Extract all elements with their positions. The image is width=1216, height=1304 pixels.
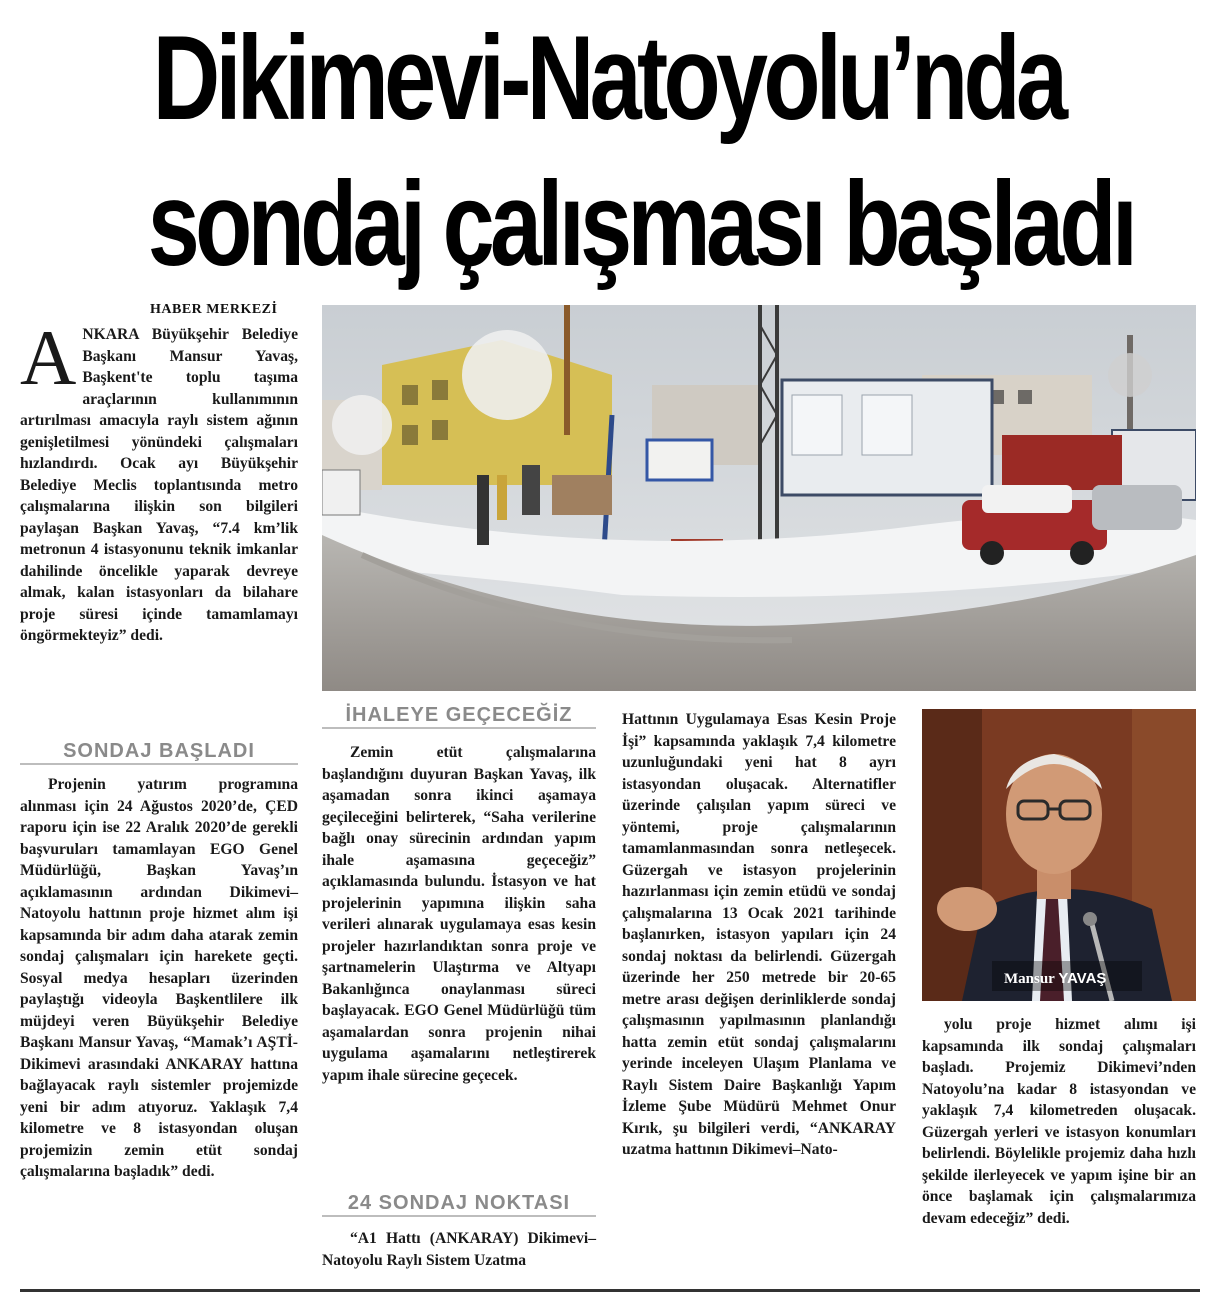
- footer-rule: [20, 1289, 1200, 1292]
- snowy-street-image: [322, 305, 1196, 691]
- byline: HABER MERKEZİ: [150, 302, 278, 317]
- article-column-2: [322, 742, 596, 1086]
- caption-first-name: Mansur: [1004, 971, 1055, 987]
- photo-caption: [1004, 970, 1106, 988]
- caption-last-name: YAVAŞ: [1058, 970, 1107, 987]
- intro-paragraph: [20, 314, 298, 647]
- article-column-4: [922, 1014, 1196, 1229]
- article-column-3: [622, 709, 896, 1161]
- article-column-1: [20, 314, 298, 647]
- article-column-1-body: [20, 774, 298, 1183]
- headline-line-1: Dikimevi-Natoyolu’nda: [152, 11, 1064, 145]
- column-4-body: yolu proje hizmet alımı işi kapsamında ilk sondaj çalışmaları başladı. Projemiz Dikimevi’nden Natoyolu’na kadar 8 istasyondan ve yaklaşık 7,4 kilometreden oluşacak. Güzergah yerleri ve istasyon konumları belirlendi. Böylelikle projemiz daha hızlı şekilde ilerleyecek ve yapım işine bir an önce başlamak için çalışmalarımıza devam edeceğiz” dedi.: [922, 1016, 1196, 1227]
- headline-line-2: sondaj çalışması başladı: [147, 157, 1134, 291]
- subhead-ihaleye-gececegiz: İHALEYE GEÇECEĞİZ: [322, 704, 596, 729]
- drop-cap: A: [20, 314, 77, 401]
- column-1-body-text: Projenin yatırım programına alınması için 24 Ağustos 2020’de, ÇED raporu için ise 22 Aralık 2020’de gerekli başvuruları tamamlayan EGO Genel Müdürlüğü, Başkan Yavaş’ın açıklamasının ardından Dikimevi–Natoyolu hattının proje hizmet alım işi kapsamında bir adım daha atarak zemin sondaj çalışmaları için harekete geçti. Sosyal medya hesapları üzerinden paylaştığı videoyla Başkentlilere ilk müjdeyi veren Büyükşehir Belediye Başkanı Mansur Yavaş, “Mamak’ı AŞTİ-Dikimevi arasındaki ANKARAY hattına bağlayacak raylı sistemler projemizde yeni bir adım atıyoruz. Yaklaşık 7,4 kilometre ve 8 istasyondan oluşan projemizin zemin etüt sondaj çalışmalarına başladık” dedi.: [20, 776, 298, 1180]
- mansur-yavas-photo: [922, 709, 1196, 1001]
- subhead-sondaj-basladi: SONDAJ BAŞLADI: [20, 740, 298, 765]
- subhead-24-sondaj-noktasi: 24 SONDAJ NOKTASI: [322, 1192, 596, 1217]
- column-3-body: Hattının Uygulamaya Esas Kesin Proje İşi” kapsamında yaklaşık 7,4 kilometre uzunluğundaki yeni hat 8 ayrı istasyondan oluşacak. Alternatifler üzerinde çalışılan yapım süreci ve yöntemi, proje çalışmalarının tamamlanmasından sonra netleşecek. Güzergah ve istasyon projelerinin hazırlanması için zemin etüdü ve sondaj çalışmalarına 13 Ocak 2021 tarihinde başlanırken, istasyon yapıları için 24 sondaj noktası da belirlendi. Güzergah üzerinde her 250 metrede bir 20-65 metre arası değişen derinliklerde sondaj çalışmasının yapılmasının planlandığı hatta zemin etüt sondaj çalışmalarını yerinde inceleyen Ulaşım Planlama ve Raylı Sistem Daire Başkanlığı Yapım İzleme Şube Müdürü Mehmet Onur Kırık, şu bilgileri verdi, “ANKARAY uzatma hattının Dikimevi–Nato-: [622, 711, 896, 1158]
- portrait-image: [922, 709, 1196, 1001]
- headline: [147, 8, 1134, 294]
- article-column-2-continued: [322, 1228, 596, 1271]
- column-2-body-2: “A1 Hattı (ANKARAY) Dikimevi–Natoyolu Raylı Sistem Uzatma: [322, 1230, 596, 1269]
- column-2-body-1: Zemin etüt çalışmalarına başlandığını duyuran Başkan Yavaş, ilk aşamadan sonra ikinci aşamaya geçileceğini belirterek, “Saha verilerine bağlı onay sürecinin ardından yapım ihale aşamasına geçeceğiz” açıklamasında bulundu. İstasyon ve hat projelerinin yapımına ilişkin saha verileri alınarak uygulamaya esas kesin projeler hazırlandıktan sonra proje ve şartnamelerin Ulaştırma ve Altyapı Bakanlığınca onaylanması süreci başlayacak. EGO Genel Müdürlüğü tüm aşamalardan sonra projenin nihai uygulama aşamalarını netleştirerek yapım ihale sürecine geçecek.: [322, 744, 596, 1084]
- intro-text: NKARA Büyükşehir Belediye Başkanı Mansur Yavaş, Başkent'te toplu taşıma araçlarının kullanımının artırılması amacıyla raylı sistem ağının genişletilmesi yönündeki çalışmaları hızlandırdı. Ocak ayı Büyükşehir Belediye Meclis toplantısında metro çalışmalarına ilişkin son bilgileri paylaşan Başkan Yavaş, “7.4 km’lik metronun 4 istasyonunu teknik imkanlar dahilinde öncelikle yaparak devreye almak, kalan istasyonları da bilahare proje süresi içinde tamamlamayı öngörmekteyiz” dedi.: [20, 326, 298, 644]
- construction-site-photo: [322, 305, 1196, 691]
